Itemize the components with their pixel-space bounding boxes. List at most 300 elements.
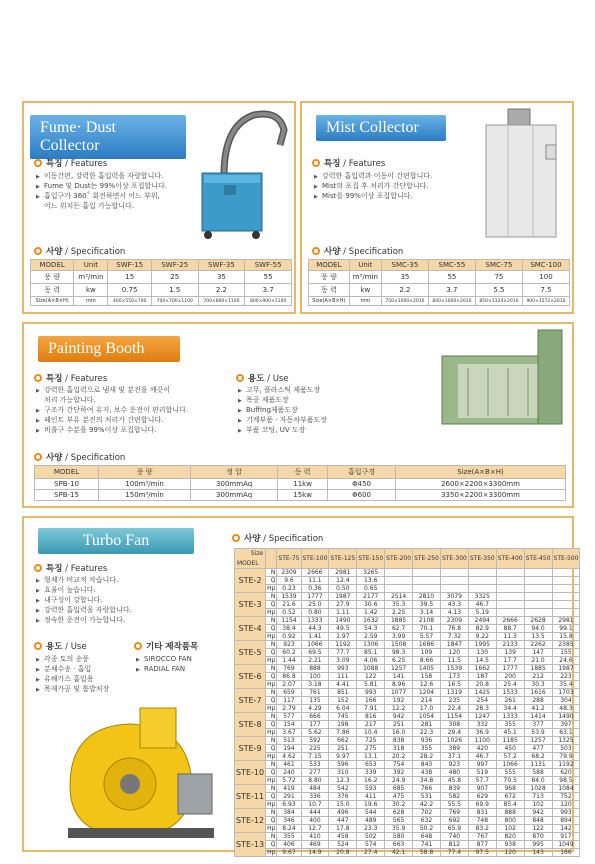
fan-value-cell: 27.9 (329, 601, 357, 609)
fan-value-cell: 513 (277, 737, 301, 745)
fan-value-cell: 923 (440, 761, 468, 769)
fan-value-cell: 142 (552, 825, 580, 833)
fan-value-cell: 42.2 (413, 801, 441, 809)
fan-param-label: Q (266, 745, 277, 753)
list-item: ▶ 유해가스 흡입용 (36, 674, 109, 684)
fan-value-cell: 894 (552, 817, 580, 825)
fan-value-cell: 993 (329, 665, 357, 673)
fan-value-cell: 25.4 (496, 681, 524, 689)
fan-value-cell: 672 (496, 793, 524, 801)
fan-value-cell: 1632 (357, 617, 385, 625)
fan-features-heading: 특징 / Features (34, 562, 107, 574)
fan-value-cell: 14.5 (468, 657, 496, 665)
fan-value-cell: 261 (496, 697, 524, 705)
fan-value-cell: 5.72 (277, 777, 301, 785)
fan-col-header: STE-150 (357, 549, 385, 569)
fan-value-cell: 2309 (277, 569, 301, 577)
fan-value-cell: 5.81 (357, 681, 385, 689)
fan-value-cell: 1084 (552, 785, 580, 793)
fan-value-cell: 109 (413, 649, 441, 657)
fan-value-cell (440, 577, 468, 585)
fan-value-cell: 69.9 (468, 801, 496, 809)
fan-param-label: Hp (267, 609, 276, 616)
fan-value-cell (468, 585, 496, 593)
fan-col-header: STE-200 (385, 549, 413, 569)
fan-param-label: Hp (267, 705, 276, 712)
fan-value-cell: 1616 (524, 689, 552, 697)
fan-value-cell: 0.80 (301, 609, 329, 617)
fan-value-cell: 1.42 (357, 609, 385, 617)
fan-value-cell: 9.22 (468, 633, 496, 641)
fan-value-cell: 555 (496, 769, 524, 777)
fan-value-cell: 2177 (357, 593, 385, 601)
fan-value-cell: 469 (301, 841, 329, 849)
table-row (235, 681, 580, 689)
fan-param-label: Q (266, 793, 277, 801)
fan-value-cell: 2385 (552, 641, 580, 649)
fan-value-cell: 2.21 (301, 657, 329, 665)
fan-param-label: Hp (267, 729, 276, 736)
fan-model-cell: STE-6 (235, 665, 266, 689)
fan-value-cell: 16.2 (357, 777, 385, 785)
fan-value-cell: 4.13 (440, 609, 468, 617)
fan-value-cell: 187 (468, 673, 496, 681)
fan-value-cell: 12.7 (301, 825, 329, 833)
fan-param-label: Q (266, 673, 277, 681)
fan-value-cell: 8.66 (413, 657, 441, 665)
fan-value-cell (552, 609, 580, 617)
fan-value-cell: 923 (277, 641, 301, 649)
fan-value-cell: 83.2 (468, 825, 496, 833)
list-item: ▶ 강력한 흡입력으로 냄새 및 분진을 깨끗이 (36, 385, 188, 395)
fan-value-cell: 13.5 (524, 633, 552, 641)
fan-value-cell: 4.29 (301, 705, 329, 713)
list-item: ▶ Mist를 99%이상 포집합니다. (314, 191, 432, 201)
booth-use-heading: 용도 / Use (236, 372, 289, 384)
fan-value-cell: 1154 (277, 617, 301, 625)
fan-value-cell: 277 (301, 769, 329, 777)
fan-value-cell (440, 569, 468, 577)
table-row (235, 609, 580, 617)
fan-value-cell: 117 (277, 697, 301, 705)
list-item: ▶ 각종 토의 송풍 (36, 654, 109, 664)
fan-value-cell: 1192 (329, 641, 357, 649)
fan-value-cell: 1.44 (277, 657, 301, 665)
table-row (235, 753, 580, 761)
fan-value-cell: 9.67 (277, 849, 301, 857)
fan-value-cell: 39.5 (413, 601, 441, 609)
fan-value-cell: 588 (524, 769, 552, 777)
fan-other-list (136, 654, 192, 674)
fan-value-cell: 214 (413, 697, 441, 705)
table-row (235, 849, 580, 857)
fan-param-label: N (266, 785, 277, 793)
fan-value-cell: 154 (277, 721, 301, 729)
fan-value-cell: 2981 (329, 569, 357, 577)
fan-value-cell: 2262 (524, 641, 552, 649)
fan-value-cell: 1026 (440, 737, 468, 745)
fan-value-cell: 2.59 (357, 633, 385, 641)
fan-value-cell: 22.3 (413, 729, 441, 737)
turbo-fan-image (50, 696, 220, 846)
list-item: ▶ 구조가 간단하여 유지, 보수 운전이 편리합니다. (36, 405, 188, 415)
fan-value-cell: 475 (385, 793, 413, 801)
fan-value-cell: 1490 (552, 713, 580, 721)
fan-value-cell: 235 (440, 697, 468, 705)
fan-param-label: N (266, 569, 277, 577)
fan-value-cell: 98.5 (552, 777, 580, 785)
fan-param-label: Hp (267, 753, 276, 760)
fume-features-list (36, 171, 167, 211)
fan-value-cell (496, 593, 524, 601)
fan-value-cell: 2133 (496, 641, 524, 649)
fan-value-cell: 1539 (277, 593, 301, 601)
fume-collector-image (184, 105, 294, 243)
fan-value-cell (552, 585, 580, 593)
fan-value-cell: 3265 (357, 569, 385, 577)
fan-value-cell: 8.96 (385, 681, 413, 689)
fan-value-cell (552, 569, 580, 577)
fan-value-cell: 9.97 (329, 753, 357, 761)
fume-spec-table: MODEL Unit SWF-15 SWF-25 SWF-35 SWF-55 풍 량 m³/min 15 25 35 55 동 력 kw 0.75 1.5 2.2 3.7 Size(A×B×H) mm 400×550×700 700×700×1100 700×800×1100 800×900×1100 (30, 259, 292, 306)
fan-value-cell: 14.9 (301, 849, 329, 857)
fan-value-cell: 917 (552, 833, 580, 841)
fan-value-cell: 12.4 (329, 577, 357, 585)
fan-value-cell: 544 (357, 809, 385, 817)
fan-value-cell: 50.2 (413, 825, 441, 833)
fan-param-label: Q (266, 577, 277, 585)
fan-value-cell: 85.4 (496, 801, 524, 809)
fan-value-cell: 877 (468, 841, 496, 849)
fan-value-cell: 400 (301, 817, 329, 825)
fan-value-cell: 15.8 (552, 633, 580, 641)
fan-value-cell: 410 (301, 833, 329, 841)
fan-value-cell: 0.50 (329, 585, 357, 593)
fan-value-cell: 11.3 (496, 633, 524, 641)
fan-value-cell: 1414 (524, 713, 552, 721)
fan-value-cell: 2309 (440, 617, 468, 625)
fan-value-cell: 63.1 (552, 729, 580, 737)
fan-col-header: STE-75 (277, 549, 301, 569)
fan-value-cell: 24.6 (552, 657, 580, 665)
mist-title: Mist Collector (316, 115, 446, 141)
fan-param-label: N (266, 737, 277, 745)
table-row (235, 833, 580, 841)
fan-value-cell: 480 (440, 769, 468, 777)
fan-value-cell: 86.8 (277, 673, 301, 681)
fan-use-list (36, 654, 109, 694)
booth-panel (22, 322, 574, 508)
fan-value-cell: 1257 (385, 665, 413, 673)
fan-value-cell: 69.5 (301, 649, 329, 657)
fan-value-cell: 2514 (385, 593, 413, 601)
fan-value-cell: 41.2 (524, 705, 552, 713)
fan-value-cell: 7.91 (357, 705, 385, 713)
fan-value-cell: 155 (552, 649, 580, 657)
fan-value-cell: 752 (552, 793, 580, 801)
fan-value-cell: 1257 (524, 737, 552, 745)
fan-value-cell: 21.0 (524, 657, 552, 665)
fan-value-cell: 2666 (496, 617, 524, 625)
fan-param-label: Q (266, 841, 277, 849)
fan-value-cell: 1405 (413, 665, 441, 673)
fume-title: Fume· Dust Collector (30, 115, 186, 159)
fan-value-cell: 0.23 (277, 585, 301, 593)
fan-value-cell: 29.4 (440, 729, 468, 737)
fan-value-cell: 355 (496, 721, 524, 729)
fan-param-label: N (266, 833, 277, 841)
table-row (235, 761, 580, 769)
list-item: 어느 위치든 흡입 가능합니다. (44, 202, 135, 210)
fan-param-label: N (266, 761, 277, 769)
fan-value-cell: 648 (413, 833, 441, 841)
fan-value-cell: 130 (468, 649, 496, 657)
fan-value-cell: 461 (277, 761, 301, 769)
table-row (235, 697, 580, 705)
fan-value-cell: 46.7 (468, 601, 496, 609)
fan-value-cell: 596 (329, 761, 357, 769)
fan-value-cell: 4.06 (357, 657, 385, 665)
fan-value-cell: 85.1 (357, 649, 385, 657)
fan-value-cell: 1533 (496, 689, 524, 697)
fan-value-cell: 666 (301, 713, 329, 721)
fan-value-cell: 275 (357, 745, 385, 753)
fan-value-cell (524, 593, 552, 601)
fan-value-cell: 212 (524, 673, 552, 681)
table-row (235, 641, 580, 649)
fan-value-cell: 1777 (496, 665, 524, 673)
fan-value-cell: 200 (496, 673, 524, 681)
fan-value-cell: 254 (468, 697, 496, 705)
list-item: ▶ 분체수송 · 흡입 (36, 664, 109, 674)
list-item: ▶ 부품 코팅, UV 도장 (238, 425, 327, 435)
fan-param-label: N (266, 689, 277, 697)
fan-value-cell: 1131 (524, 761, 552, 769)
fan-value-cell: 1325 (552, 737, 580, 745)
fan-value-cell (524, 569, 552, 577)
list-item: ▶ 내구성이 강합니다. (36, 595, 132, 605)
fan-value-cell: 310 (329, 769, 357, 777)
fan-value-cell: 23.3 (357, 825, 385, 833)
fan-value-cell (385, 569, 413, 577)
fan-param-label: Q (266, 817, 277, 825)
fan-value-cell: 35.9 (385, 825, 413, 833)
list-item: ▶ 목재가공 및 톱밥처장 (36, 684, 109, 694)
fan-value-cell: 376 (329, 793, 357, 801)
fan-param-label: Hp (267, 681, 276, 688)
fume-panel (22, 101, 296, 314)
fan-value-cell: 542 (329, 785, 357, 793)
fan-param-label: Hp (267, 657, 276, 664)
fan-value-cell: 1333 (301, 617, 329, 625)
fan-value-cell: 2628 (524, 617, 552, 625)
mist-collector-image (468, 105, 568, 243)
fan-value-cell: 46.7 (468, 753, 496, 761)
fan-use-heading: 용도 / Use (34, 640, 87, 652)
list-item: ▶ Buffing제품도장 (238, 405, 327, 415)
fan-value-cell: 120 (496, 849, 524, 857)
fan-param-label: Q (266, 649, 277, 657)
fan-value-cell: 2.25 (385, 609, 413, 617)
fan-value-cell: 1686 (413, 641, 441, 649)
fan-value-cell: 16.5 (440, 681, 468, 689)
table-row (235, 793, 580, 801)
table-row (235, 729, 580, 737)
table-row (235, 777, 580, 785)
fan-param-label: Hp (267, 849, 276, 856)
fan-value-cell: 745 (329, 713, 357, 721)
fan-value-cell: 12.3 (329, 777, 357, 785)
fan-value-cell: 20.2 (385, 753, 413, 761)
fan-value-cell: 22.4 (440, 705, 468, 713)
fan-param-label: Q (266, 601, 277, 609)
fan-value-cell: 1185 (496, 737, 524, 745)
fan-value-cell: 3079 (440, 593, 468, 601)
fan-value-cell: 251 (329, 745, 357, 753)
fan-value-cell: 1066 (301, 641, 329, 649)
fan-value-cell: 122 (357, 673, 385, 681)
fan-value-cell: 1192 (552, 761, 580, 769)
fan-value-cell: 1088 (357, 665, 385, 673)
fan-value-cell: 820 (496, 833, 524, 841)
fan-value-cell: 8.24 (277, 825, 301, 833)
fan-value-cell (385, 585, 413, 593)
fan-value-cell: 19.6 (357, 801, 385, 809)
fan-value-cell (468, 569, 496, 577)
fan-value-cell: 458 (329, 833, 357, 841)
fan-value-cell: 942 (385, 713, 413, 721)
fan-value-cell: 240 (277, 769, 301, 777)
fan-value-cell: 24.9 (385, 777, 413, 785)
fan-value-cell: 79.9 (552, 753, 580, 761)
fan-value-cell: 5.19 (468, 609, 496, 617)
list-item: ▶ 효율이 높습니다. (36, 585, 132, 595)
table-row (235, 625, 580, 633)
fan-value-cell: 3.14 (413, 609, 441, 617)
mist-features-list (314, 171, 432, 201)
fan-value-cell: 524 (329, 841, 357, 849)
fan-value-cell: 995 (524, 841, 552, 849)
fan-model-cell: STE-9 (235, 737, 266, 761)
fan-value-cell: 444 (301, 809, 329, 817)
list-item: ▶ 이동간편, 강력한 흡입력을 자랑합니다. (36, 171, 167, 181)
fan-value-cell: 769 (277, 665, 301, 673)
fan-value-cell (413, 569, 441, 577)
fan-value-cell: 593 (357, 785, 385, 793)
table-row (235, 617, 580, 625)
fan-model-cell: STE-3 (235, 593, 266, 617)
fan-value-cell: 30.6 (357, 601, 385, 609)
table-row (235, 665, 580, 673)
fan-value-cell: 3325 (468, 593, 496, 601)
fan-value-cell (413, 577, 441, 585)
fan-param-label: N (266, 593, 277, 601)
fan-value-cell (468, 577, 496, 585)
fan-value-cell: 580 (385, 833, 413, 841)
table-row (235, 825, 580, 833)
fan-value-cell: 2981 (552, 617, 580, 625)
fan-value-cell: 7.86 (329, 729, 357, 737)
fan-value-cell: 251 (385, 721, 413, 729)
fan-value-cell: 888 (301, 665, 329, 673)
fan-value-cell: 1049 (552, 841, 580, 849)
fan-value-cell: 291 (277, 793, 301, 801)
fan-value-cell: 713 (524, 793, 552, 801)
list-item: ▶ 강력한 흡입력을 자랑합니다. (36, 605, 132, 615)
fan-value-cell: 968 (496, 785, 524, 793)
size-label: Size (250, 550, 264, 557)
fan-value-cell: 406 (277, 841, 301, 849)
fan-value-cell: 120 (552, 801, 580, 809)
fan-value-cell: 143 (524, 849, 552, 857)
fan-value-cell: 35.3 (385, 601, 413, 609)
fan-value-cell: 1662 (468, 665, 496, 673)
fan-value-cell (524, 609, 552, 617)
fan-param-label: Hp (267, 633, 276, 640)
fan-model-cell: STE-11 (235, 785, 266, 809)
fan-value-cell: 1.97 (329, 633, 357, 641)
fan-value-cell: 702 (413, 809, 441, 817)
fan-value-cell: 281 (413, 721, 441, 729)
fan-value-cell: 82.9 (468, 625, 496, 633)
fan-value-cell: 484 (301, 785, 329, 793)
fan-value-cell: 13.6 (357, 577, 385, 585)
fan-value-cell: 1508 (385, 641, 413, 649)
table-row (235, 601, 580, 609)
table-row (235, 841, 580, 849)
fan-value-cell: 2666 (301, 569, 329, 577)
list-item: ▶ 비출구 수분을 99%이상 포집합니다. (36, 425, 188, 435)
fan-value-cell: 12.6 (413, 681, 441, 689)
fan-value-cell: 1.11 (329, 609, 357, 617)
list-item: ▶ 흡입구가 360˚ 회전하면서 어느 부위, (36, 191, 167, 201)
fan-value-cell: 1885 (524, 665, 552, 673)
fan-value-cell: 1987 (552, 665, 580, 673)
fan-value-cell: 831 (468, 809, 496, 817)
fan-spec-table (234, 548, 580, 857)
table-row (235, 737, 580, 745)
fan-value-cell: 77.4 (440, 849, 468, 857)
fan-value-cell: 1028 (524, 785, 552, 793)
fan-value-cell: 192 (385, 697, 413, 705)
fan-panel (22, 516, 579, 856)
fan-value-cell: 663 (385, 841, 413, 849)
mist-features-heading: 특징 / Features (312, 157, 385, 169)
fan-value-cell: 533 (301, 761, 329, 769)
fan-value-cell: 1.41 (301, 633, 329, 641)
fan-param-label: N (266, 641, 277, 649)
fan-value-cell: 1247 (468, 713, 496, 721)
fan-value-cell: 620 (552, 769, 580, 777)
fan-value-cell: 0.36 (301, 585, 329, 593)
fan-col-header: STE-250 (413, 549, 441, 569)
fan-value-cell: 120 (440, 649, 468, 657)
fan-value-cell: 531 (413, 793, 441, 801)
table-row (235, 569, 580, 577)
fume-spec-heading: 사양 / Specification (34, 245, 125, 257)
table-row (235, 585, 580, 593)
fan-value-cell: 870 (524, 833, 552, 841)
fan-value-cell: 53.9 (524, 729, 552, 737)
fan-value-cell: 27.4 (357, 849, 385, 857)
fan-value-cell: 592 (301, 737, 329, 745)
fan-value-cell: 45.1 (496, 729, 524, 737)
fan-value-cell: 10.7 (301, 801, 329, 809)
fan-col-header: STE-400 (496, 549, 524, 569)
fan-value-cell: 9.6 (277, 577, 301, 585)
fan-value-cell: 288 (524, 697, 552, 705)
table-row (235, 809, 580, 817)
